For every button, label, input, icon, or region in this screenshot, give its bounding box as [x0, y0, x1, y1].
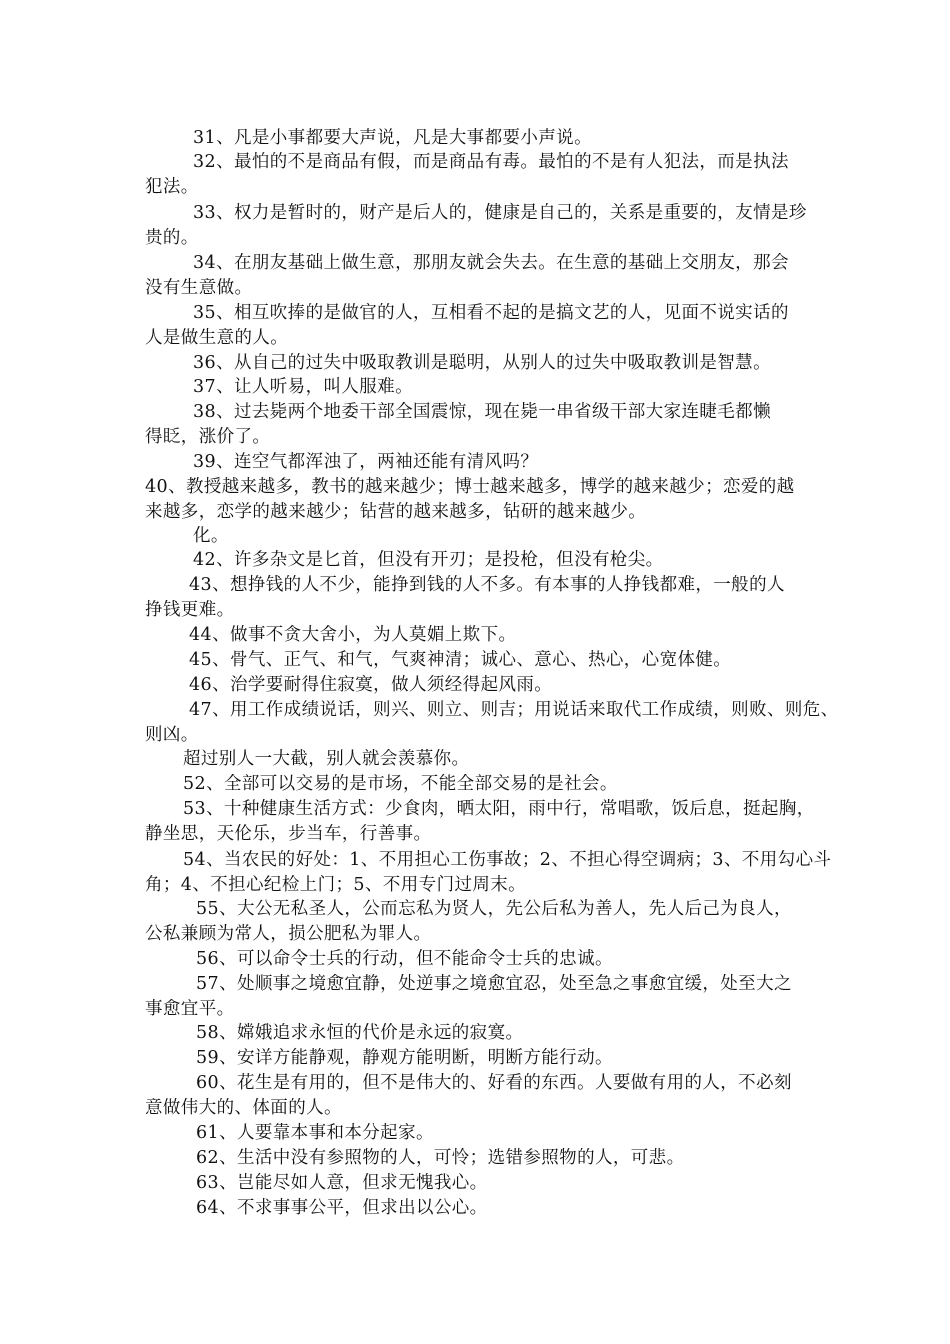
text-line: 40、教授越来越多，教书的越来越少；博士越来越多，博学的越来越少；恋爱的越 — [145, 477, 795, 497]
text-line: 58、嫦娥追求永恒的代价是永远的寂寞。 — [196, 1023, 524, 1043]
text-line: 53、十种健康生活方式：少食肉，晒太阳，雨中行，常唱歌，饭后息，挺起胸， — [183, 799, 815, 819]
text-line: 63、岂能尽如人意，但求无愧我心。 — [196, 1173, 488, 1193]
text-line: 45、骨气、正气、和气，气爽神清；诚心、意心、热心，心宽体健。 — [189, 650, 732, 670]
text-line: 36、从自己的过失中吸取教训是聪明，从别人的过失中吸取教训是智慧。 — [193, 353, 771, 373]
text-line: 化。 — [193, 526, 229, 546]
text-line: 贵的。 — [145, 228, 199, 248]
text-line: 意做伟大的、体面的人。 — [145, 1098, 342, 1118]
text-line: 55、大公无私圣人，公而忘私为贤人，先公后私为善人，先人后己为良人， — [196, 899, 792, 919]
text-line: 42、许多杂文是匕首，但没有开刃；是投枪，但没有枪尖。 — [193, 550, 664, 570]
text-line: 犯法。 — [145, 177, 199, 197]
text-line: 角；4、不担心纪检上门；5、不用专门过周末。 — [145, 875, 527, 895]
text-line: 34、在朋友基础上做生意，那朋友就会失去。在生意的基础上交朋友，那会 — [193, 253, 789, 273]
text-line: 事愈宜平。 — [145, 999, 235, 1019]
text-line: 35、相互吹捧的是做官的人，互相看不起的是搞文艺的人，见面不说实话的 — [193, 303, 789, 323]
text-line: 没有生意做。 — [145, 278, 253, 298]
text-line: 则凶。 — [145, 725, 199, 745]
text-line: 来越多，恋学的越来越少；钻营的越来越多，钻研的越来越少。 — [145, 502, 647, 522]
text-line: 43、想挣钱的人不少，能挣到钱的人不多。有本事的人挣钱都难，一般的人 — [189, 575, 785, 595]
text-line: 超过别人一大截，别人就会羡慕你。 — [183, 749, 470, 769]
text-line: 人是做生意的人。 — [145, 328, 289, 348]
text-line: 61、人要靠本事和本分起家。 — [196, 1123, 434, 1143]
text-line: 47、用工作成绩说话，则兴、则立、则吉；用说话来取代工作成绩，则败、则危、 — [189, 700, 839, 720]
text-line: 64、不求事事公平，但求出以公心。 — [196, 1198, 488, 1218]
text-line: 31、凡是小事都要大声说，凡是大事都要小声说。 — [193, 128, 592, 148]
text-line: 公私兼顾为常人，损公肥私为罪人。 — [145, 924, 432, 944]
text-line: 挣钱更难。 — [145, 600, 235, 620]
text-line: 57、处顺事之境愈宜静，处逆事之境愈宜忍，处至急之事愈宜缓，处至大之 — [196, 974, 792, 994]
text-line: 52、全部可以交易的是市场，不能全部交易的是社会。 — [183, 774, 618, 794]
text-line: 56、可以命令士兵的行动，但不能命令士兵的忠诚。 — [196, 949, 613, 969]
text-line: 39、连空气都浑浊了，两袖还能有清风吗？ — [193, 452, 539, 472]
text-line: 32、最怕的不是商品有假，而是商品有毒。最怕的不是有人犯法，而是执法 — [193, 152, 789, 172]
text-line: 62、生活中没有参照物的人，可怜；选错参照物的人，可悲。 — [196, 1148, 685, 1168]
text-line: 33、权力是暂时的，财产是后人的，健康是自己的，关系是重要的，友情是珍 — [193, 203, 807, 223]
text-line: 44、做事不贪大舍小，为人莫媚上欺下。 — [189, 625, 517, 645]
text-line: 46、治学要耐得住寂寞，做人须经得起风雨。 — [189, 675, 553, 695]
text-line: 60、花生是有用的，但不是伟大的、好看的东西。人要做有用的人，不必刻 — [196, 1073, 792, 1093]
text-line: 37、让人听易，叫人服难。 — [193, 377, 413, 397]
text-line: 静坐思，天伦乐，步当车，行善事。 — [145, 824, 432, 844]
text-line: 54、当农民的好处：1、不用担心工伤事故；2、不担心得空调病；3、不用勾心斗 — [183, 850, 832, 870]
text-line: 59、安详方能静观，静观方能明断，明断方能行动。 — [196, 1048, 613, 1068]
text-line: 得眨，涨价了。 — [145, 427, 271, 447]
text-line: 38、过去毙两个地委干部全国震惊，现在毙一串省级干部大家连睫毛都懒 — [193, 402, 771, 422]
